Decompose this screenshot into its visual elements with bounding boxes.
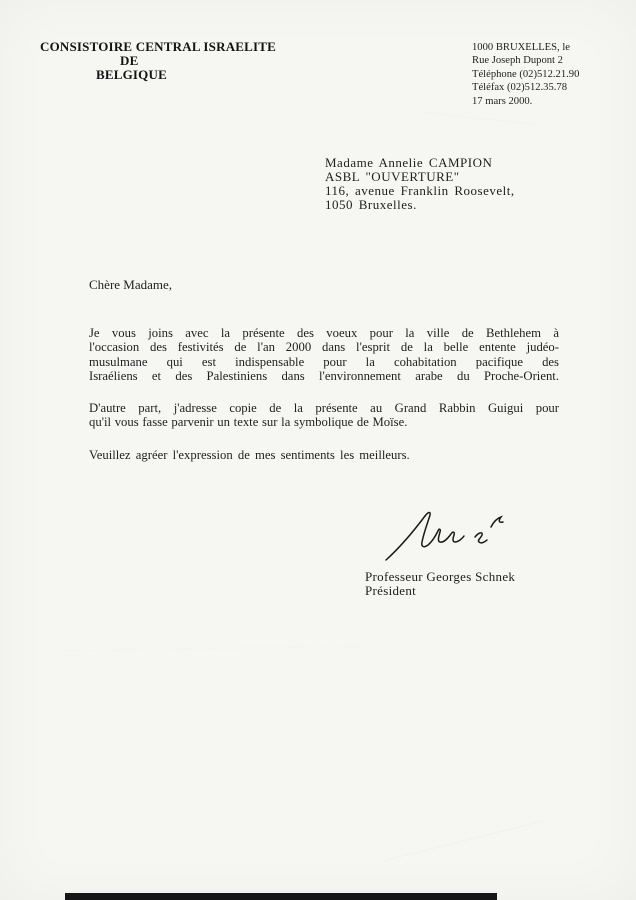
sender-street: Rue Joseph Dupont 2: [472, 55, 563, 67]
body-paragraph-2: [89, 401, 559, 430]
closing-line: Veuillez agréer l'expression de mes sentiments les meilleurs.: [89, 448, 410, 462]
body-line: l'occasion des festivités de l'an 2000 dans l'esprit de la belle entente judéo-: [89, 340, 559, 355]
body-line: qu'il vous fasse parvenir un texte sur la symbolique de Moïse.: [89, 415, 408, 430]
body-line: Israéliens et des Palestiniens dans l'environnement arabe du Proche-Orient.: [89, 368, 559, 383]
salutation: Chère Madame,: [89, 277, 173, 292]
letter-date: 17 mars 2000.: [472, 95, 533, 107]
sender-contact-block: [472, 41, 579, 108]
signer-name: Professeur Georges Schnek: [365, 569, 516, 584]
letterhead-line2: DE: [120, 53, 139, 68]
sender-phone: Téléphone (02)512.21.90: [472, 68, 580, 80]
sender-city-line: 1000 BRUXELLES, le: [472, 42, 570, 53]
paper-crease: [382, 819, 547, 861]
letterhead-line1: CONSISTOIRE CENTRAL ISRAELITE: [40, 39, 277, 54]
paper-crease: [420, 112, 539, 126]
body-paragraph-1: [89, 326, 559, 383]
letterhead-line3: BELGIQUE: [96, 67, 167, 82]
recipient-organization: ASBL "OUVERTURE": [325, 169, 460, 184]
signature-scrawl: [383, 507, 511, 563]
signer-title: Président: [365, 583, 417, 599]
recipient-street: 116, avenue Franklin Roosevelt,: [325, 183, 515, 198]
body-line: D'autre part, j'adresse copie de la présente au Grand Rabbin Guigui pour: [89, 401, 559, 415]
body-line: Je vous joins avec la présente des voeux pour la ville de Bethlehem à: [89, 326, 559, 340]
scan-edge-artifact: [65, 893, 497, 900]
recipient-city: 1050 Bruxelles.: [325, 197, 417, 212]
recipient-name: Madame Annelie CAMPION: [325, 155, 493, 170]
sender-fax: Téléfax (02)512.35.78: [472, 82, 568, 94]
body-line: musulmane qui est indispensable pour la cohabitation pacifique des: [89, 354, 559, 369]
paper-crease: [60, 645, 360, 651]
recipient-block: [325, 156, 515, 212]
signature-block: [365, 570, 515, 599]
